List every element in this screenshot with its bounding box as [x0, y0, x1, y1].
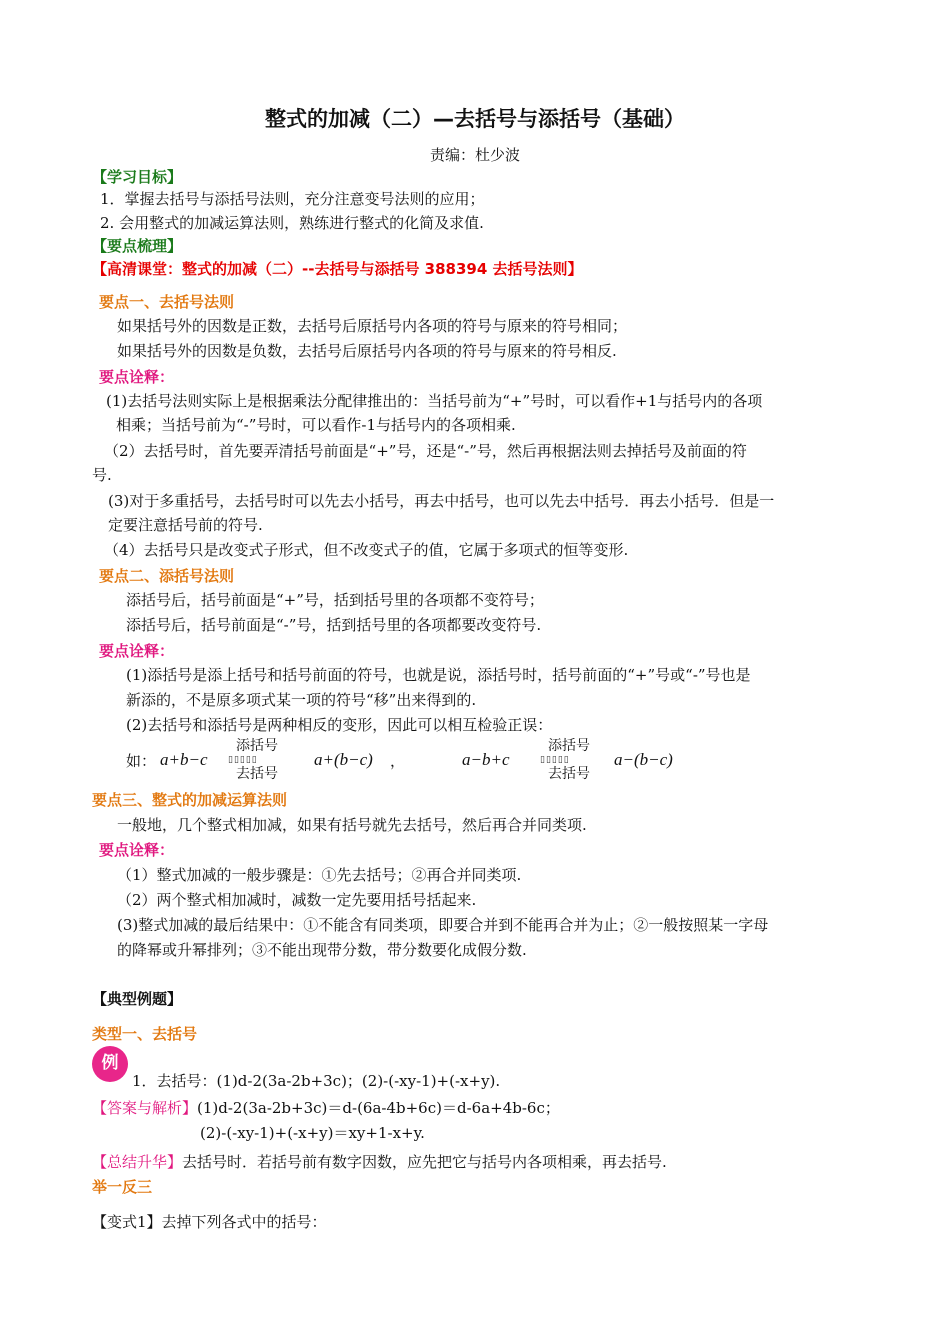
objective-item-1: 1．掌握去括号与添括号法则，充分注意变号法则的应用；	[100, 190, 485, 208]
page-title: 整式的加减（二）—去括号与添括号（基础）	[265, 107, 685, 131]
answer-row	[92, 1097, 560, 1119]
example-comma: ，	[390, 752, 406, 770]
point3-line: 一般地，几个整式相加减，如果有括号就先去括号，然后再合并同类项.	[117, 816, 587, 834]
example-prefix: 如：	[126, 752, 157, 770]
variant-1: 【变式1】去掉下列各式中的括号：	[92, 1213, 327, 1231]
point2-note-1b: 新添的，不是原多项式某一项的符号“移”出来得到的.	[126, 691, 477, 709]
point3-heading: 要点三、整式的加减运算法则	[92, 791, 288, 809]
point1-note-3b: 定要注意括号前的符号.	[108, 516, 263, 534]
summary-row	[92, 1151, 667, 1173]
point2-line-2: 添括号后，括号前面是“-”号，括到括号里的各项都要改变符号.	[126, 616, 542, 634]
summary-label: 【总结升华】	[92, 1153, 183, 1171]
summary-heading: 【要点梳理】	[92, 237, 183, 255]
point2-line-1: 添括号后，括号前面是“+”号，括到括号里的各项都不变符号；	[126, 591, 544, 609]
problem-1: 1．去括号：(1)d-2(3a-2b+3c)；(2)-(-xy-1)+(-x+y).	[132, 1072, 501, 1090]
type1-heading: 类型一、去括号	[92, 1025, 198, 1043]
answer-label: 【答案与解析】	[92, 1099, 198, 1117]
add-bracket-label: 添括号	[548, 738, 590, 754]
point1-note-1a: (1)去括号法则实际上是根据乘法分配律推出的：当括号前为“+”号时，可以看作+1与括号内的各项	[106, 392, 763, 410]
double-arrow-icon: ▯▯▯▯▯	[540, 755, 570, 765]
add-remove-arrow-1	[224, 738, 290, 782]
editor-credit: 责编：杜少波	[429, 146, 520, 164]
add-bracket-label: 添括号	[236, 738, 278, 754]
point1-heading: 要点一、去括号法则	[99, 293, 235, 311]
double-arrow-icon: ▯▯▯▯▯	[228, 755, 258, 765]
point3-note-3a: (3)整式加减的最后结果中：①不能含有同类项，即要合并到不能再合并为止；②一般按照某一字母	[117, 916, 769, 934]
point2-note-heading: 要点诠释：	[99, 642, 175, 660]
examples-heading: 【典型例题】	[92, 990, 183, 1008]
example-badge-icon: 例	[92, 1046, 128, 1082]
point1-line-1: 如果括号外的因数是正数，去括号后原括号内各项的符号与原来的符号相同；	[117, 317, 628, 335]
point2-note-1a: (1)添括号是添上括号和括号前面的符号，也就是说，添括号时，括号前面的“+”号或“-”号也是	[126, 666, 751, 684]
example-right-1: a+(b−c)	[314, 750, 373, 769]
point3-note-2: （2）两个整式相加减时，减数一定先要用括号括起来.	[117, 891, 477, 909]
point1-note-3a: (3)对于多重括号，去括号时可以先去小括号，再去中括号，也可以先去中括号．再去小括号．但是一	[108, 492, 775, 510]
objectives-heading: 【学习目标】	[92, 168, 183, 186]
remove-bracket-label: 去括号	[548, 766, 590, 782]
point3-note-3b: 的降幂或升幂排列；③不能出现带分数，带分数要化成假分数.	[117, 941, 527, 959]
point1-line-2: 如果括号外的因数是负数，去括号后原括号内各项的符号与原来的符号相反.	[117, 342, 617, 360]
practice-heading: 举一反三	[92, 1178, 153, 1196]
point2-heading: 要点二、添括号法则	[99, 567, 235, 585]
point1-note-2b: 号.	[92, 466, 112, 484]
point1-note-heading: 要点诠释：	[99, 368, 175, 386]
example-left-1: a+b−c	[160, 750, 208, 769]
example-right-2: a−(b−c)	[614, 750, 673, 769]
point1-note-4: （4）去括号只是改变式子形式，但不改变式子的值，它属于多项式的恒等变形.	[104, 541, 629, 559]
objective-item-2: 2. 会用整式的加减运算法则，熟练进行整式的化简及求值.	[100, 214, 484, 232]
point3-note-1: （1）整式加减的一般步骤是：①先去括号；②再合并同类项.	[117, 866, 522, 884]
point1-note-1b: 相乘；当括号前为“-”号时，可以看作-1与括号内的各项相乘.	[116, 416, 516, 434]
remove-bracket-label: 去括号	[236, 766, 278, 782]
add-remove-arrow-2	[536, 738, 602, 782]
classroom-link[interactable]: 【高清课堂：整式的加减（二）--去括号与添括号 388394 去括号法则】	[92, 260, 583, 278]
summary-text: 去括号时．若括号前有数字因数，应先把它与括号内各项相乘，再去括号.	[182, 1153, 667, 1171]
point3-note-heading: 要点诠释：	[99, 841, 175, 859]
answer-line-1: (1)d-2(3a-2b+3c)＝d-(6a-4b+6c)＝d-6a+4b-6c；	[197, 1099, 560, 1117]
example-left-2: a−b+c	[462, 750, 510, 769]
answer-line-2: (2)-(-xy-1)+(-x+y)＝xy+1-x+y.	[200, 1124, 425, 1142]
point2-note-2: (2)去括号和添括号是两种相反的变形，因此可以相互检验正误：	[126, 716, 553, 734]
point1-note-2a: （2）去括号时，首先要弄清括号前面是“+”号，还是“-”号，然后再根据法则去掉括号及前面的符	[104, 442, 747, 460]
